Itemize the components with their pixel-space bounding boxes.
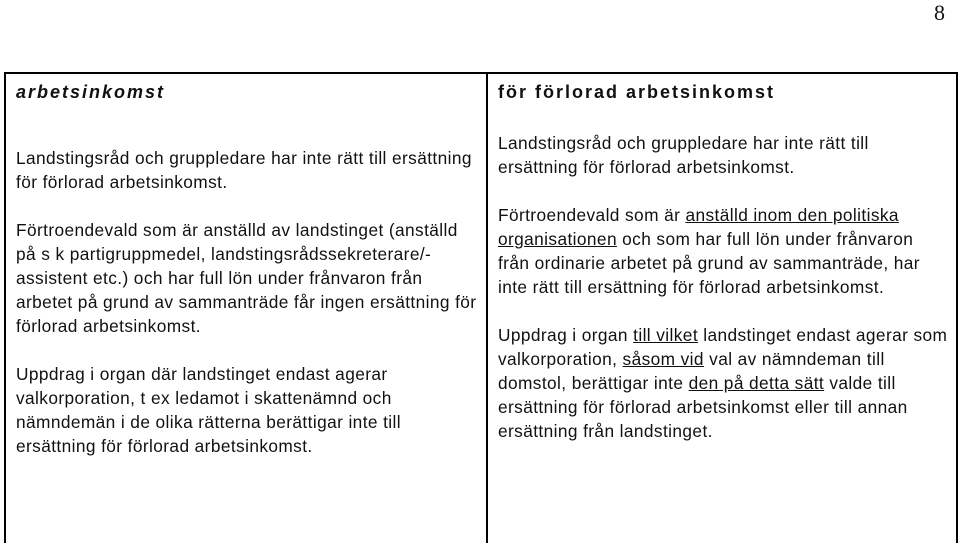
right-paragraph-2-underlined: anställd inom den politiska organisationen xyxy=(497,205,899,249)
right-paragraph-2-text-a: Förtroendevald som är xyxy=(497,205,686,225)
right-paragraph-3-underlined-3: den på detta sätt xyxy=(688,373,825,393)
left-paragraph-1: Landstingsråd och gruppledare har inte rätt till ersättning för förlorad arbetsinkomst. xyxy=(16,148,472,192)
left-column-heading: arbetsinkomst xyxy=(16,82,166,102)
right-paragraph-3 xyxy=(498,323,948,443)
right-paragraph-3-underlined-2: såsom vid xyxy=(622,349,704,369)
right-paragraph-3-text-d: valde till ersättning för förlorad arbetsinkomst eller till annan ersättning från landstinget. xyxy=(497,373,908,441)
right-paragraph-3-text-c: val av nämndeman till domstol, berättigar inte xyxy=(497,349,885,393)
right-paragraph-3-underlined-1: till vilket xyxy=(633,325,699,345)
right-paragraph-3-text-a: Uppdrag i organ xyxy=(497,325,634,345)
right-paragraph-2 xyxy=(498,203,948,299)
page-number: 8 xyxy=(934,0,945,25)
right-column-heading: för förlorad arbetsinkomst xyxy=(497,82,776,102)
left-paragraph-3: Uppdrag i organ där landstinget endast agerar valkorporation, t ex ledamot i skattenämnd och nämndemän i de olika rätterna berättigar inte till ersättning för förlorad arbetsinkomst. xyxy=(16,364,402,456)
right-paragraph-1: Landstingsråd och gruppledare har inte rätt till ersättning för förlorad arbetsinkomst. xyxy=(497,133,869,177)
comparison-table xyxy=(4,72,958,543)
left-column xyxy=(6,74,488,543)
right-paragraph-3-text-b: landstinget endast agerar som valkorporation, xyxy=(497,325,948,369)
right-column xyxy=(488,74,956,543)
left-paragraph-2: Förtroendevald som är anställd av landstinget (anställd på s k partigruppmedel, landstingsrådssekreterare/-assistent etc.) och har full lön under frånvaron från arbetet på grund av sammanträde får ingen ersättning för förlorad arbetsinkomst. xyxy=(16,220,477,336)
right-paragraph-2-text-b: och som har full lön under frånvaron från ordinarie arbetet på grund av sammanträde, har inte rätt till ersättning för förlorad arbetsinkomst. xyxy=(497,229,920,297)
